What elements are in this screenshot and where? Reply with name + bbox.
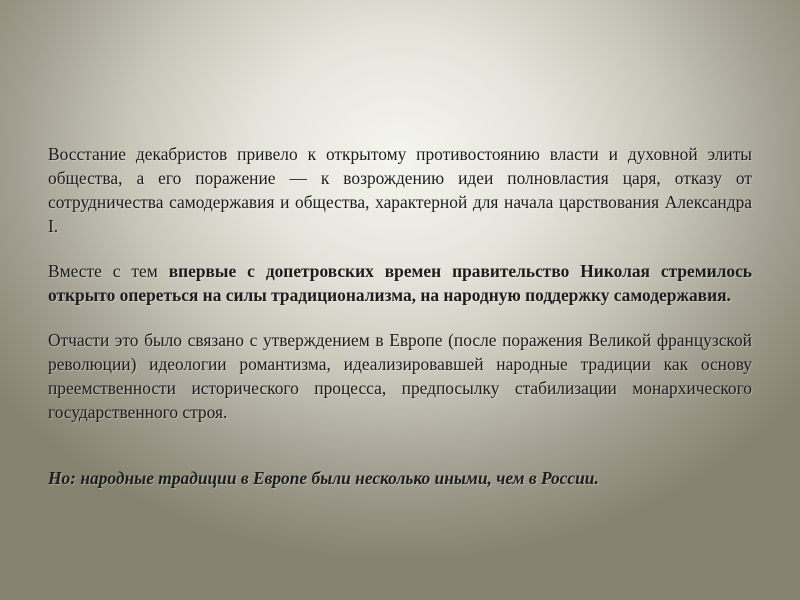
paragraph-nicholas-government bbox=[48, 259, 752, 307]
paragraph-prefix: Вместе с тем bbox=[48, 261, 169, 281]
paragraph-decembrist-uprising: Восстание декабристов привело к открытому противостоянию власти и духовной элиты общества, а его поражение — к возрождению идеи полновластия царя, отказу от сотрудничества самодержавия и общества, характерной для начала царствования Александра I. bbox=[48, 144, 752, 236]
paragraph-romanticism: Отчасти это было связано с утверждением в Европе (после поражения Великой французской революции) идеологии романтизма, идеализировавшей народные традиции как основу преемственности исторического процесса, предпосылку стабилизации монархического государственного строя. bbox=[48, 330, 752, 422]
paragraph-emphasis: впервые с допетровских времен правительство Николая стремилось открыто опереться на силы традиционализма, на народную поддержку самодержавия. bbox=[48, 261, 752, 305]
slide-body bbox=[48, 142, 752, 511]
paragraph-conclusion: Но: народные традиции в Европе были несколько иными, чем в России. bbox=[48, 468, 599, 488]
